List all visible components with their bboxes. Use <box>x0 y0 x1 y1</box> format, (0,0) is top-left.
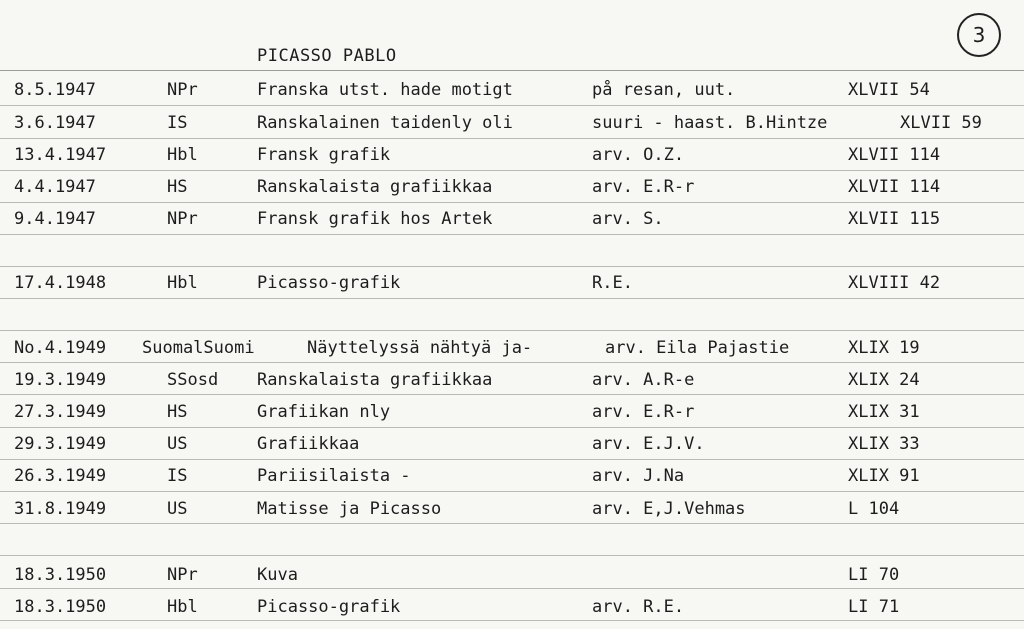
entry-date: 9.4.1947 <box>14 209 96 229</box>
entry-ref: XLVII 114 <box>848 145 941 165</box>
entry-author: arv. Eila Pajastie <box>605 338 790 358</box>
entry-ref: XLVII 54 <box>848 80 930 100</box>
entry-author: arv. E,J.Vehmas <box>592 499 746 519</box>
entry-date: 17.4.1948 <box>14 273 107 293</box>
entry-paper: Hbl <box>167 273 198 293</box>
header-rule <box>0 70 1024 71</box>
entry-ref: XLIX 33 <box>848 434 920 454</box>
entry-row <box>0 499 1024 529</box>
entry-author: suuri - haast. B.Hintze <box>592 113 828 133</box>
entry-title: Kuva <box>257 565 298 585</box>
entry-author: arv. E.R-r <box>592 402 695 422</box>
entry-paper: NPr <box>167 565 198 585</box>
entry-paper: Hbl <box>167 597 198 617</box>
entry-author: arv. E.J.V. <box>592 434 705 454</box>
rule-line <box>0 330 1024 331</box>
entry-row <box>0 177 1024 207</box>
entry-date: 18.3.1950 <box>14 565 107 585</box>
entry-row <box>0 370 1024 400</box>
entry-title: Näyttelyssä nähtyä ja- <box>307 338 533 358</box>
entry-date: 26.3.1949 <box>14 466 107 486</box>
entry-title: Ranskalaista grafiikkaa <box>257 177 493 197</box>
entry-title: Franska utst. hade motigt <box>257 80 513 100</box>
entry-row <box>0 80 1024 110</box>
entry-title: Grafiikan nly <box>257 402 391 422</box>
entry-date: 4.4.1947 <box>14 177 96 197</box>
entry-paper: SSosd <box>167 370 219 390</box>
entry-title: Fransk grafik hos Artek <box>257 209 493 229</box>
entry-paper: NPr <box>167 80 198 100</box>
rule-line <box>0 266 1024 267</box>
entry-ref: LI 71 <box>848 597 900 617</box>
entry-author: R.E. <box>592 273 633 293</box>
entry-title: Grafiikkaa <box>257 434 360 454</box>
entry-date: 27.3.1949 <box>14 402 107 422</box>
entry-ref: L 104 <box>848 499 900 519</box>
entry-author: arv. E.R-r <box>592 177 695 197</box>
entry-author: arv. O.Z. <box>592 145 685 165</box>
entry-author: arv. J.Na <box>592 466 685 486</box>
entry-ref: XLVII 114 <box>848 177 941 197</box>
entry-author: arv. A.R-e <box>592 370 695 390</box>
entry-date: 19.3.1949 <box>14 370 107 390</box>
entry-row <box>0 145 1024 175</box>
entry-paper: US <box>167 499 188 519</box>
entry-row <box>0 113 1024 143</box>
entry-row <box>0 434 1024 464</box>
entry-paper: IS <box>167 113 188 133</box>
entry-date: 31.8.1949 <box>14 499 107 519</box>
entry-date: 29.3.1949 <box>14 434 107 454</box>
entry-ref: XLVII 115 <box>848 209 941 229</box>
entry-ref: LI 70 <box>848 565 900 585</box>
entry-row <box>0 597 1024 627</box>
entry-title: Fransk grafik <box>257 145 391 165</box>
entry-ref: XLIX 19 <box>848 338 920 358</box>
entry-title: Ranskalaista grafiikkaa <box>257 370 493 390</box>
entry-title: Pariisilaista - <box>257 466 411 486</box>
entry-paper: SuomalSuomi <box>142 338 255 358</box>
entry-paper: HS <box>167 402 188 422</box>
entry-date: 18.3.1950 <box>14 597 107 617</box>
entry-paper: US <box>167 434 188 454</box>
entry-title: Matisse ja Picasso <box>257 499 442 519</box>
entry-author: arv. S. <box>592 209 664 229</box>
entry-paper: HS <box>167 177 188 197</box>
entry-paper: IS <box>167 466 188 486</box>
entry-row <box>0 402 1024 432</box>
rule-line <box>0 555 1024 556</box>
card-title: PICASSO PABLO <box>257 46 397 66</box>
entry-paper: NPr <box>167 209 198 229</box>
entry-row <box>0 209 1024 239</box>
entry-date: 8.5.1947 <box>14 80 96 100</box>
entry-ref: XLVII 59 <box>900 113 982 133</box>
entry-ref: XLVIII 42 <box>848 273 941 293</box>
entry-title: Picasso-grafik <box>257 597 401 617</box>
entry-ref: XLIX 91 <box>848 466 920 486</box>
entry-author: arv. R.E. <box>592 597 685 617</box>
entry-date: No.4.1949 <box>14 338 107 358</box>
entry-title: Picasso-grafik <box>257 273 401 293</box>
entry-ref: XLIX 24 <box>848 370 920 390</box>
entry-author: på resan, uut. <box>592 80 736 100</box>
entry-paper: Hbl <box>167 145 198 165</box>
card-number-circle: 3 <box>957 13 1001 57</box>
entry-date: 13.4.1947 <box>14 145 107 165</box>
entry-row <box>0 466 1024 496</box>
entry-ref: XLIX 31 <box>848 402 920 422</box>
entry-row <box>0 338 1024 368</box>
entry-row <box>0 565 1024 595</box>
entry-row <box>0 273 1024 303</box>
entry-title: Ranskalainen taidenly oli <box>257 113 513 133</box>
entry-date: 3.6.1947 <box>14 113 96 133</box>
